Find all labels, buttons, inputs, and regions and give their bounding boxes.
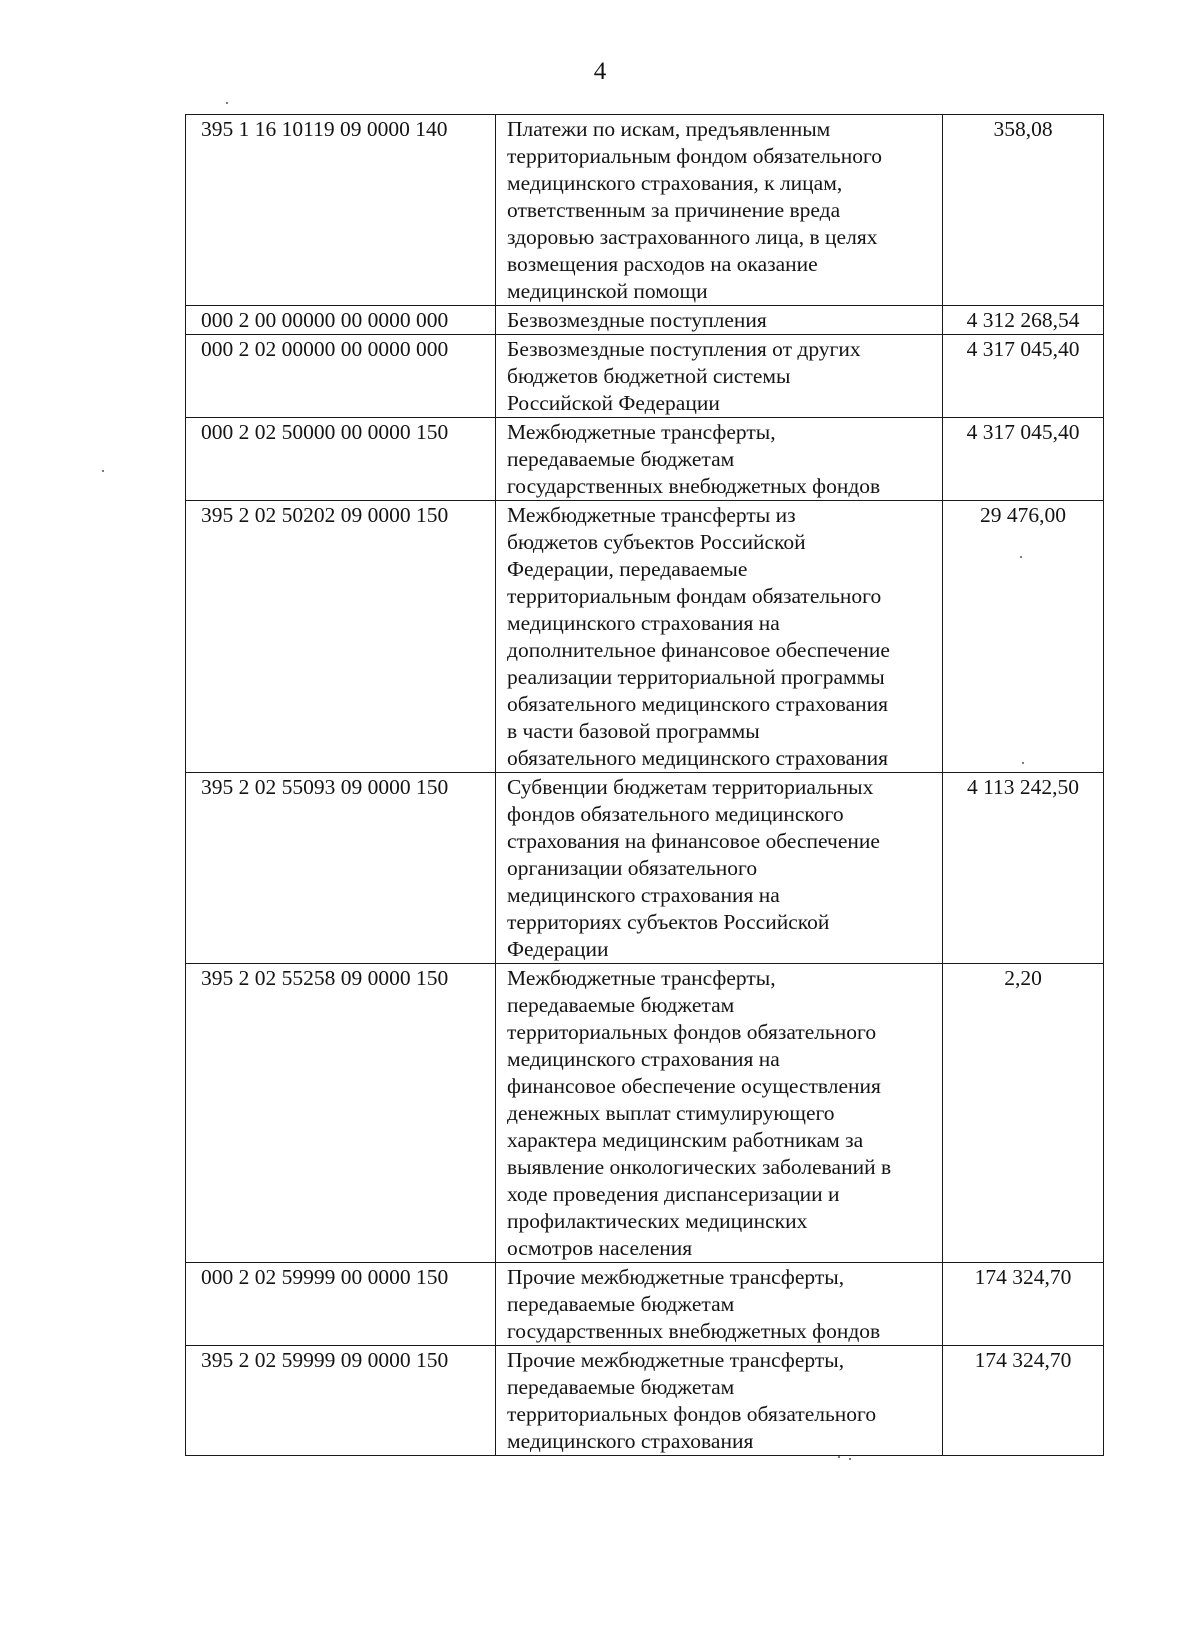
revenue-name-cell: Безвозмездные поступления от других бюджетов бюджетной системы Российской Федерации: [496, 335, 943, 418]
amount-cell: 4 317 045,40: [943, 335, 1104, 418]
budget-code-cell: 000 2 02 00000 00 0000 000: [186, 335, 496, 418]
table-row: [186, 115, 1104, 306]
budget-code-cell: 395 2 02 50202 09 0000 150: [186, 501, 496, 773]
amount-cell: 2,20: [943, 964, 1104, 1263]
budget-code-cell: 395 1 16 10119 09 0000 140: [186, 115, 496, 306]
budget-table-body: [186, 115, 1104, 1456]
budget-code-cell: 395 2 02 55258 09 0000 150: [186, 964, 496, 1263]
revenue-name-cell: Безвозмездные поступления: [496, 306, 943, 335]
revenue-name-cell: Платежи по искам, предъявленным территориальным фондом обязательного медицинского страхования, к лицам, ответственным за причинение вреда здоровью застрахованного лица, в целях возмещения расходов на оказание медицинской помощи: [496, 115, 943, 306]
amount-cell: 4 317 045,40: [943, 418, 1104, 501]
scan-speck: [838, 1456, 840, 1458]
scan-speck: [226, 102, 228, 104]
table-row: [186, 501, 1104, 773]
scan-speck: [849, 1458, 851, 1460]
budget-code-cell: 000 2 02 59999 00 0000 150: [186, 1263, 496, 1346]
table-row: [186, 335, 1104, 418]
amount-cell: 29 476,00: [943, 501, 1104, 773]
revenue-name-cell: Прочие межбюджетные трансферты, передаваемые бюджетам территориальных фондов обязательного медицинского страхования: [496, 1346, 943, 1456]
scan-speck: [102, 470, 104, 472]
page-number: 4: [593, 58, 607, 85]
revenue-name-cell: Межбюджетные трансферты, передаваемые бюджетам государственных внебюджетных фондов: [496, 418, 943, 501]
budget-code-cell: 395 2 02 59999 09 0000 150: [186, 1346, 496, 1456]
table-row: [186, 964, 1104, 1263]
revenue-name-cell: Межбюджетные трансферты из бюджетов субъектов Российской Федерации, передаваемые территориальным фондам обязательного медицинского страхования на дополнительное финансовое обеспечение реализации территориальной программы обязательного медицинского страхования в части базовой программы обязательного медицинского страхования: [496, 501, 943, 773]
table-row: [186, 1346, 1104, 1456]
table-row: [186, 418, 1104, 501]
revenue-name-cell: Субвенции бюджетам территориальных фондов обязательного медицинского страхования на финансовое обеспечение организации обязательного медицинского страхования на территориях субъектов Российской Федерации: [496, 773, 943, 964]
budget-revenue-table: [185, 114, 1104, 1456]
scan-speck: [1020, 556, 1022, 558]
amount-cell: 174 324,70: [943, 1346, 1104, 1456]
revenue-name-cell: Межбюджетные трансферты, передаваемые бюджетам территориальных фондов обязательного медицинского страхования на финансовое обеспечение осуществления денежных выплат стимулирующего характера медицинским работникам за выявление онкологических заболеваний в ходе проведения диспансеризации и профилактических медицинских осмотров населения: [496, 964, 943, 1263]
budget-code-cell: 000 2 02 50000 00 0000 150: [186, 418, 496, 501]
table-row: [186, 306, 1104, 335]
budget-code-cell: 000 2 00 00000 00 0000 000: [186, 306, 496, 335]
amount-cell: 4 113 242,50: [943, 773, 1104, 964]
revenue-name-cell: Прочие межбюджетные трансферты, передаваемые бюджетам государственных внебюджетных фондов: [496, 1263, 943, 1346]
table-row: [186, 1263, 1104, 1346]
table-row: [186, 773, 1104, 964]
amount-cell: 174 324,70: [943, 1263, 1104, 1346]
scan-speck: [1022, 762, 1024, 764]
budget-code-cell: 395 2 02 55093 09 0000 150: [186, 773, 496, 964]
amount-cell: 358,08: [943, 115, 1104, 306]
amount-cell: 4 312 268,54: [943, 306, 1104, 335]
